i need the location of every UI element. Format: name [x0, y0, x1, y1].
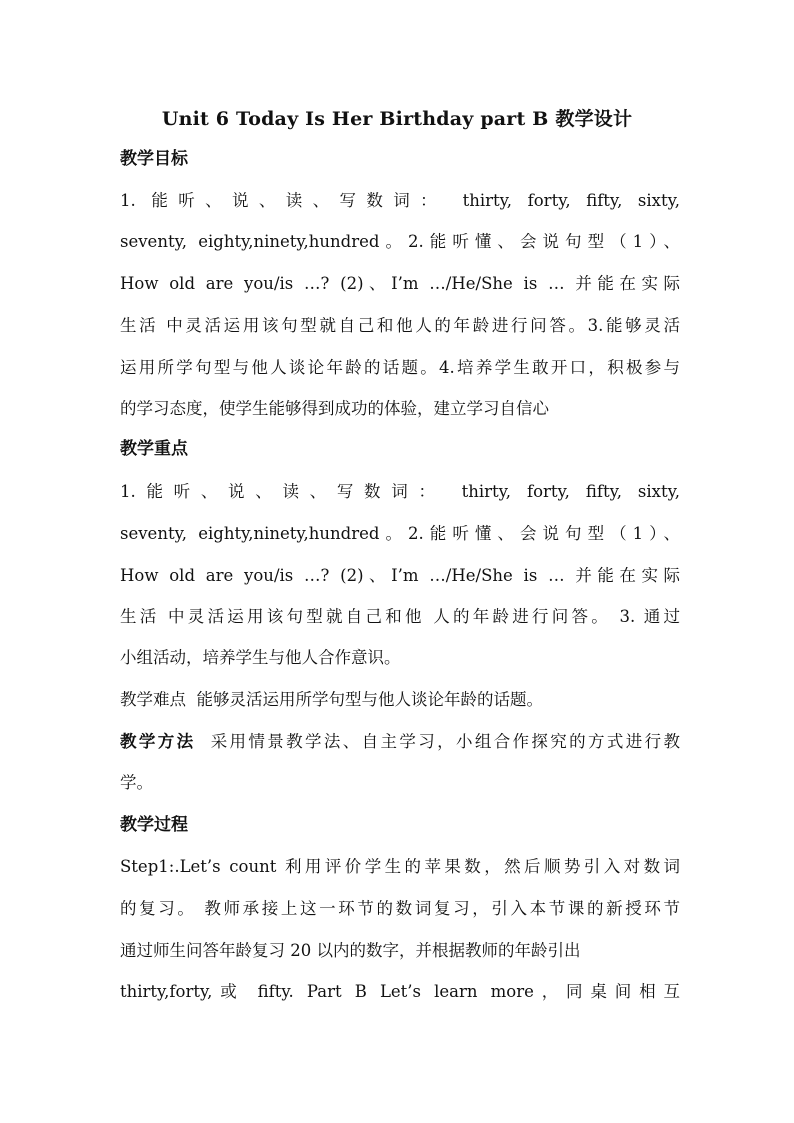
- key-points-line-5: 小组活动，培养学生与他人合作意识。: [120, 648, 401, 667]
- key-points-line-4: 生活 中灵活运用该句型就自己和他 人的年龄进行问答。 3. 通过: [120, 607, 680, 626]
- method-label: 教学方法: [120, 732, 196, 751]
- key-points-line-2: seventy, eighty,ninety,hundred。2.能听懂、会说句型（1）、: [120, 524, 680, 543]
- method-line-2: 学。: [120, 773, 153, 792]
- method-line-1: [120, 729, 680, 755]
- section-heading-process: 教学过程: [120, 815, 188, 835]
- difficulty-text: 能够灵活运用所学句型与他人谈论年龄的话题。: [186, 690, 543, 709]
- goals-line-5: 运用所学句型与他人谈论年龄的话题。4.培养学生敢开口，积极参与: [120, 358, 680, 377]
- difficulty-paragraph: [120, 687, 680, 713]
- goals-line-6: 的学习态度，使学生能够得到成功的体验，建立学习自信心: [120, 399, 549, 418]
- process-line-3: 通过师生问答年龄复习 20 以内的数字，并根据教师的年龄引出: [120, 941, 581, 960]
- process-line-4: thirty,forty,或 fifty. Part B Let’s learn more，同桌间相互: [120, 982, 680, 1001]
- document-title: Unit 6 Today Is Her Birthday part B 教学设计: [161, 108, 633, 130]
- process-line-1: Step1:.Let’s count 利用评价学生的苹果数，然后顺势引入对数词: [120, 857, 680, 876]
- goals-line-1: 1. 能听、说、读、写数词： thirty, forty, fifty, sixty,: [120, 191, 680, 210]
- goals-line-2: seventy, eighty,ninety,hundred。2.能听懂、会说句型（1）、: [120, 232, 680, 251]
- key-points-line-1: 1.能听、说、读、写数词： thirty, forty, fifty, sixty,: [120, 482, 680, 501]
- difficulty-label: 教学难点: [120, 690, 186, 709]
- method-text: 采用情景教学法、自主学习，小组合作探究的方式进行教: [195, 732, 680, 751]
- section-heading-key-points: 教学重点: [120, 439, 188, 459]
- process-line-2: 的复习。 教师承接上这一环节的数词复习，引入本节课的新授环节: [120, 899, 680, 918]
- goals-line-3: How old are you/is …? (2)、I’m …/He/She is … 并能在实际: [120, 274, 680, 293]
- key-points-line-3: How old are you/is …? (2)、I’m …/He/She is … 并能在实际: [120, 566, 680, 585]
- goals-line-4: 生活 中灵活运用该句型就自己和他人的年龄进行问答。3.能够灵活: [120, 316, 680, 335]
- section-heading-goals: 教学目标: [120, 149, 188, 169]
